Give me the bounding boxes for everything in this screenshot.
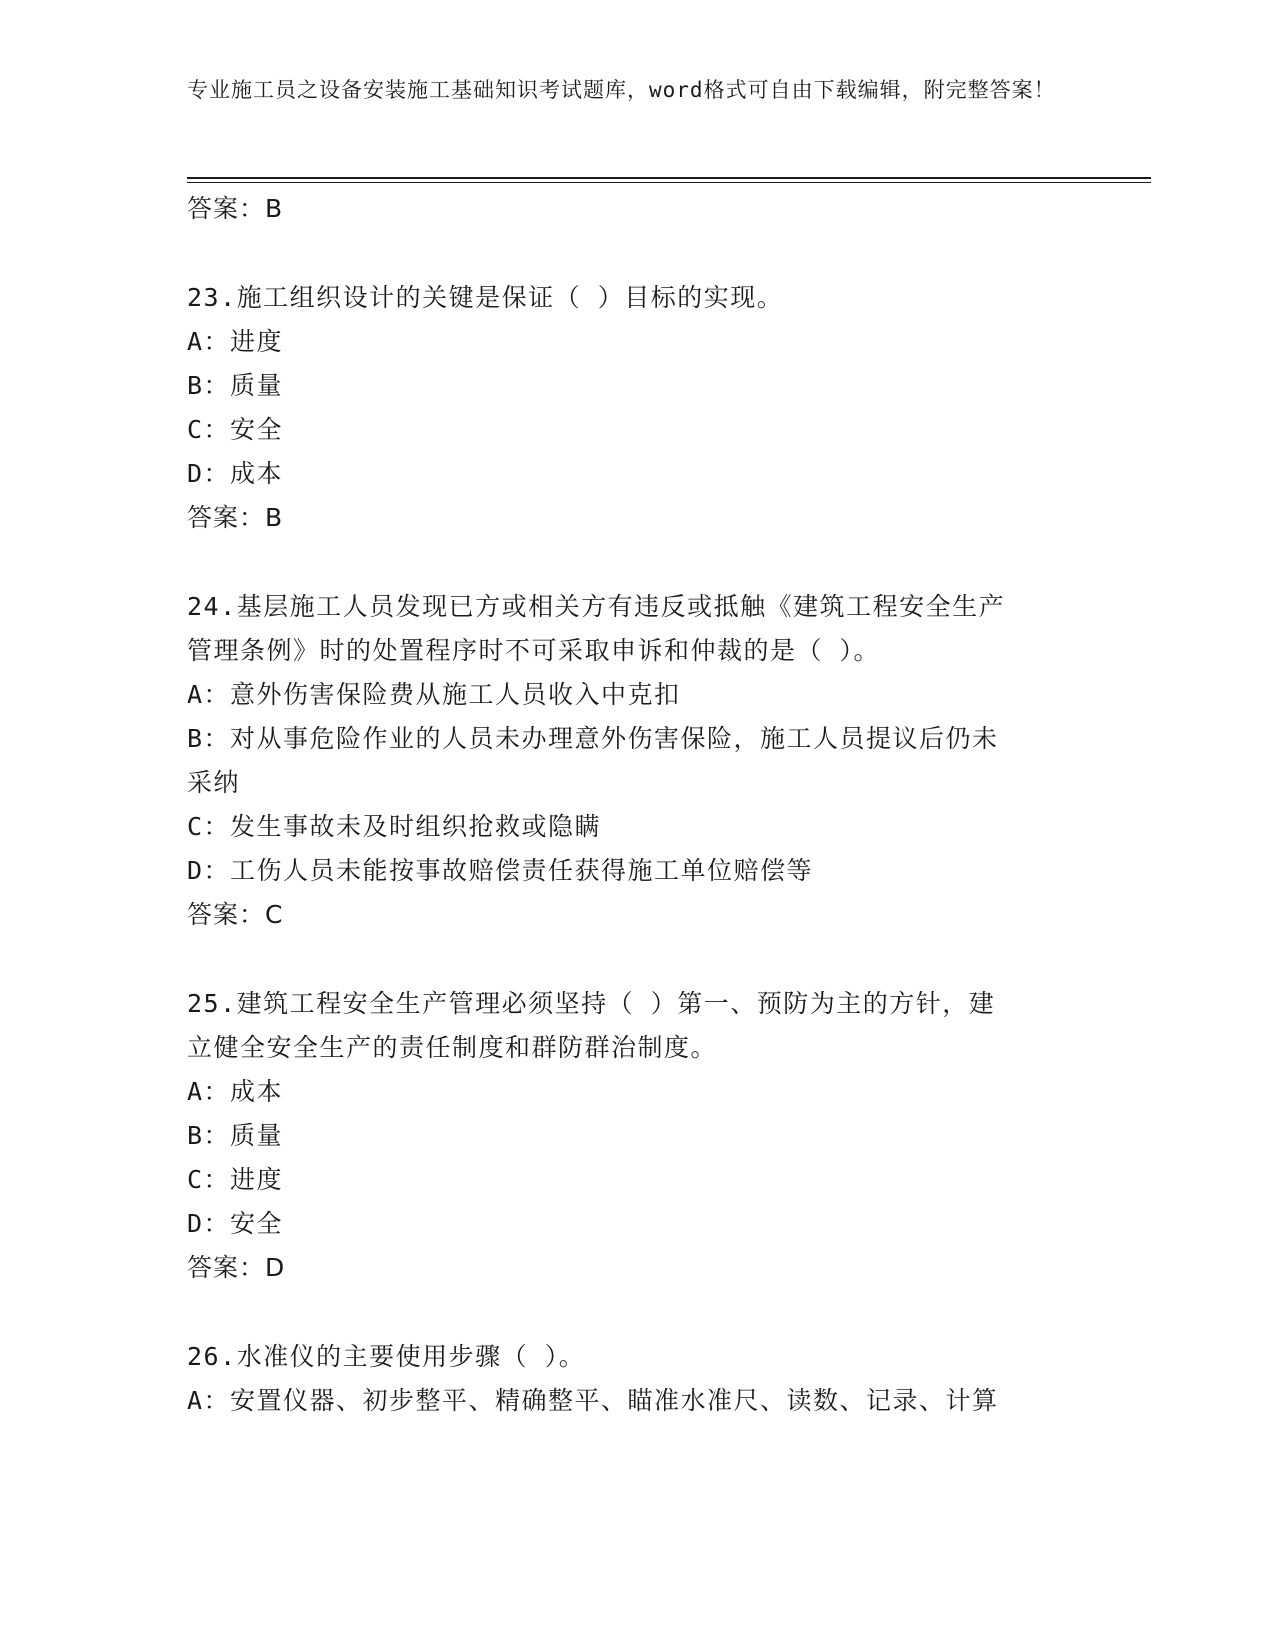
question-24-option-b-line2: 采纳	[187, 768, 241, 797]
question-24-option-d: D：工伤人员未能按事故赔偿责任获得施工单位赔偿等	[187, 856, 814, 885]
question-23-option-a: A：进度	[187, 327, 284, 356]
question-25-stem-line2: 立健全安全生产的责任制度和群防群治制度。	[187, 1033, 718, 1062]
header-rule-thin	[187, 182, 1151, 183]
answer-q23: 答案：B	[187, 503, 284, 532]
answer-q25: 答案：D	[187, 1253, 286, 1282]
question-23-option-d: D：成本	[187, 459, 284, 488]
question-25-stem-line1: 25.建筑工程安全生产管理必须坚持（ ）第一、预防为主的方针，建	[187, 989, 996, 1018]
question-25-option-a: A：成本	[187, 1077, 284, 1106]
question-26-stem: 26.水准仪的主要使用步骤（ ）。	[187, 1342, 586, 1371]
answer-q22: 答案：B	[187, 194, 284, 223]
question-25-option-d: D：安全	[187, 1209, 284, 1238]
question-23-option-c: C：安全	[187, 415, 284, 444]
question-23-stem: 23.施工组织设计的关键是保证（ ）目标的实现。	[187, 283, 784, 312]
header-rule-thick	[187, 177, 1151, 179]
question-24-option-a: A：意外伤害保险费从施工人员收入中克扣	[187, 680, 681, 709]
question-24-stem-line1: 24.基层施工人员发现已方或相关方有违反或抵触《建筑工程安全生产	[187, 592, 1006, 621]
question-25-option-b: B：质量	[187, 1121, 284, 1150]
question-24-option-c: C：发生事故未及时组织抢救或隐瞒	[187, 812, 602, 841]
question-24-option-b-line1: B：对从事危险作业的人员未办理意外伤害保险，施工人员提议后仍未	[187, 724, 999, 753]
answer-q24: 答案：C	[187, 900, 284, 929]
question-25-option-c: C：进度	[187, 1165, 284, 1194]
question-24-stem-line2: 管理条例》时的处置程序时不可采取申诉和仲裁的是（ ）。	[187, 636, 881, 665]
question-23-option-b: B：质量	[187, 371, 284, 400]
question-26-option-a: A：安置仪器、初步整平、精确整平、瞄准水准尺、读数、记录、计算	[187, 1386, 999, 1415]
document-header: 专业施工员之设备安装施工基础知识考试题库，word格式可自由下载编辑，附完整答案！	[187, 78, 1056, 102]
